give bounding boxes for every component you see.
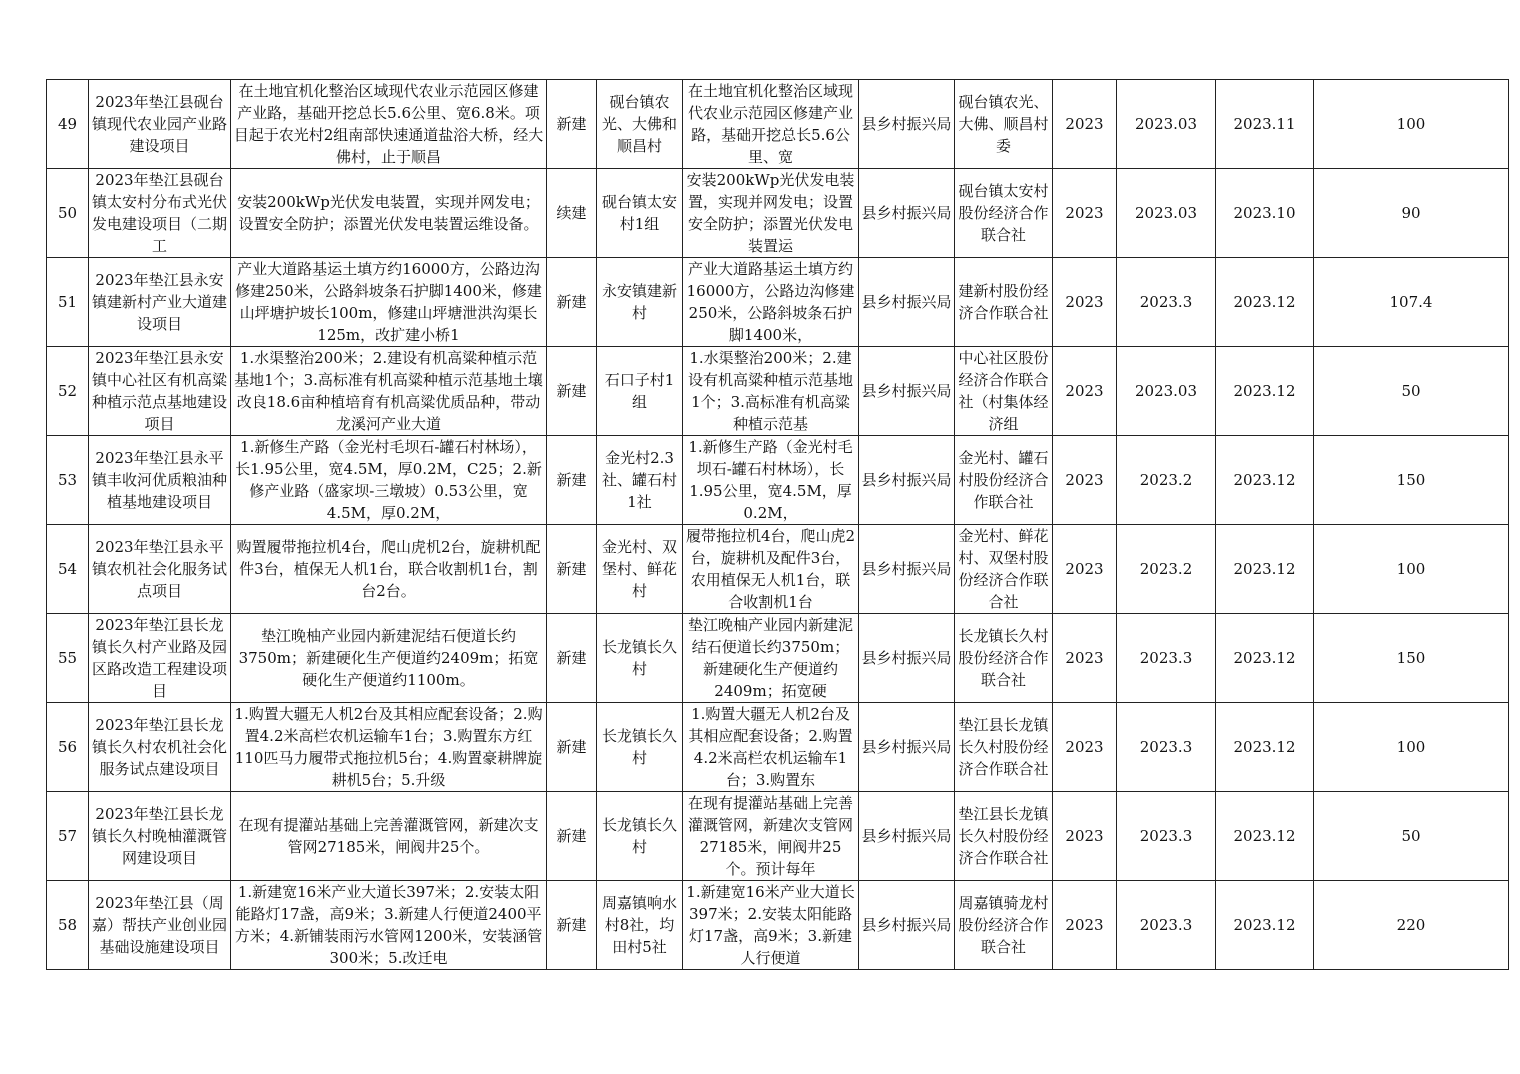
start-date-cell-text: 2023.3 [1139,827,1193,845]
owner-cell-text: 垫江县长龙镇长久村股份经济合作联合社 [958,805,1049,867]
start-date-cell [1117,436,1216,525]
start-date-cell [1117,525,1216,614]
owner-cell-text: 垫江县长龙镇长久村股份经济合作联合社 [958,716,1049,778]
department-cell-text: 县乡村振兴局 [861,382,952,400]
department-cell [859,703,955,792]
content-detail-cell-text: 垫江晚柚产业园内新建泥结石便道长约3750m；新建硬化生产便道约2409m；拓宽硬 [687,616,853,700]
end-date-cell [1216,347,1314,436]
owner-cell [955,169,1053,258]
content-detail-cell [683,614,859,703]
fund-cell [1314,347,1509,436]
fund-cell [1314,614,1509,703]
department-cell-text: 县乡村振兴局 [861,471,952,489]
year-cell-text: 2023 [1065,471,1104,489]
department-cell [859,525,955,614]
construction-content-cell-text: 1.新修生产路（金光村毛坝石-罐石村林场），长1.95公里，宽4.5M，厚0.2M，C25；2.新修产业路（盛家坝-三墩坡）0.53公里，宽4.5M，厚0.2M， [235,438,542,522]
row-number-cell-text: 54 [57,560,78,578]
owner-cell [955,436,1053,525]
table-row [47,347,1509,436]
department-cell-text: 县乡村振兴局 [861,115,952,133]
location-cell-text: 周嘉镇响水村8社，均田村5社 [601,894,677,956]
fund-cell [1314,258,1509,347]
project-name-cell-text: 2023年垫江县砚台镇现代农业园产业路建设项目 [91,93,227,155]
owner-cell-text: 金光村、鲜花村、双堡村股份经济合作联合社 [958,527,1049,611]
end-date-cell-text: 2023.12 [1233,827,1296,845]
table-row [47,881,1509,970]
year-cell-text: 2023 [1065,115,1104,133]
construction-type-cell-text: 新建 [556,115,587,133]
start-date-cell [1117,169,1216,258]
construction-type-cell [547,525,597,614]
construction-type-cell-text: 新建 [556,649,587,667]
construction-content-cell [231,436,547,525]
row-number-cell [47,80,89,169]
row-number-cell [47,436,89,525]
fund-cell-text: 150 [1396,649,1426,667]
construction-type-cell-text: 续建 [556,204,587,222]
construction-content-cell [231,703,547,792]
content-detail-cell-text: 在现有提灌站基础上完善灌溉管网，新建次支管网27185米，闸阀井25个。预计每年 [687,794,853,878]
start-date-cell [1117,80,1216,169]
fund-cell [1314,881,1509,970]
end-date-cell [1216,436,1314,525]
table-row [47,525,1509,614]
location-cell [597,347,683,436]
fund-cell [1314,703,1509,792]
project-table [46,79,1509,970]
row-number-cell [47,792,89,881]
content-detail-cell-text: 1.购置大疆无人机2台及其相应配套设备；2.购置4.2米高栏农机运输车1台；3.购置东 [688,705,853,789]
project-name-cell [89,80,231,169]
content-detail-cell [683,525,859,614]
row-number-cell-text: 51 [57,293,78,311]
owner-cell-text: 砚台镇农光、大佛、顺昌村委 [958,93,1049,155]
start-date-cell [1117,703,1216,792]
owner-cell-text: 中心社区股份经济合作联合社（村集体经济组 [958,349,1049,433]
table-row [47,792,1509,881]
year-cell [1053,614,1117,703]
row-number-cell [47,703,89,792]
owner-cell [955,792,1053,881]
year-cell [1053,80,1117,169]
fund-cell [1314,169,1509,258]
end-date-cell-text: 2023.12 [1233,649,1296,667]
department-cell-text: 县乡村振兴局 [861,916,952,934]
content-detail-cell [683,792,859,881]
row-number-cell-text: 55 [57,649,78,667]
construction-type-cell [547,792,597,881]
location-cell [597,525,683,614]
construction-type-cell [547,258,597,347]
construction-content-cell-text: 1.新建宽16米产业大道长397米；2.安装太阳能路灯17盏，高9米；3.新建人行便道2400平方米；4.新铺装雨污水管网1200米，安装涵管300米；5.改迁电 [234,883,543,967]
row-number-cell-text: 52 [57,382,78,400]
department-cell [859,792,955,881]
construction-type-cell-text: 新建 [556,382,587,400]
construction-type-cell [547,347,597,436]
table-body [47,80,1509,970]
start-date-cell-text: 2023.03 [1134,204,1198,222]
department-cell-text: 县乡村振兴局 [861,204,952,222]
start-date-cell [1117,258,1216,347]
fund-cell [1314,525,1509,614]
end-date-cell [1216,169,1314,258]
row-number-cell-text: 58 [57,916,78,934]
fund-cell-text: 150 [1396,471,1426,489]
project-name-cell [89,169,231,258]
year-cell-text: 2023 [1065,293,1104,311]
project-name-cell [89,703,231,792]
department-cell [859,80,955,169]
content-detail-cell [683,881,859,970]
content-detail-cell-text: 履带拖拉机4台，爬山虎2台，旋耕机及配件3台，农用植保无人机1台，联合收割机1台 [685,527,856,611]
end-date-cell-text: 2023.12 [1233,738,1296,756]
end-date-cell [1216,881,1314,970]
owner-cell [955,80,1053,169]
end-date-cell [1216,792,1314,881]
content-detail-cell [683,703,859,792]
fund-cell-text: 100 [1396,115,1426,133]
fund-cell-text: 90 [1401,204,1421,222]
construction-content-cell [231,881,547,970]
location-cell-text: 长龙镇长久村 [601,816,677,856]
location-cell-text: 永安镇建新村 [601,282,677,322]
construction-content-cell-text: 1.购置大疆无人机2台及其相应配套设备；2.购置4.2米高栏农机运输车1台；3.购置东方红110匹马力履带式拖拉机5台；4.购置豪耕牌旋耕机5台；5.升级 [234,705,543,789]
project-name-cell [89,881,231,970]
start-date-cell-text: 2023.2 [1139,560,1193,578]
row-number-cell-text: 50 [57,204,78,222]
project-name-cell-text: 2023年垫江县长龙镇长久村晚柚灌溉管网建设项目 [91,805,227,867]
owner-cell-text: 长龙镇长久村股份经济合作联合社 [958,627,1049,689]
end-date-cell [1216,614,1314,703]
year-cell-text: 2023 [1065,560,1104,578]
end-date-cell-text: 2023.12 [1233,293,1296,311]
project-name-cell-text: 2023年垫江县长龙镇长久村产业路及园区路改造工程建设项目 [91,616,227,700]
construction-content-cell [231,80,547,169]
construction-type-cell [547,703,597,792]
fund-cell-text: 50 [1401,827,1421,845]
location-cell-text: 砚台镇太安村1组 [601,193,677,233]
content-detail-cell [683,436,859,525]
table-row [47,614,1509,703]
department-cell-text: 县乡村振兴局 [861,293,952,311]
table-row [47,436,1509,525]
fund-cell-text: 100 [1396,560,1426,578]
department-cell-text: 县乡村振兴局 [861,827,952,845]
project-name-cell [89,792,231,881]
row-number-cell [47,347,89,436]
department-cell [859,347,955,436]
content-detail-cell [683,347,859,436]
end-date-cell [1216,525,1314,614]
year-cell [1053,881,1117,970]
end-date-cell-text: 2023.12 [1233,560,1296,578]
content-detail-cell-text: 在土地宜机化整治区域现代农业示范园区修建产业路，基础开挖总长5.6公里、宽 [687,82,853,166]
project-name-cell-text: 2023年垫江县永平镇农机社会化服务试点项目 [91,538,227,600]
owner-cell [955,614,1053,703]
year-cell [1053,703,1117,792]
construction-type-cell-text: 新建 [556,293,587,311]
construction-content-cell-text: 1.水渠整治200米；2.建设有机高粱种植示范基地1个；3.高标准有机高粱种植示范基地土壤改良18.6亩种植培育有机高粱优质品种，带动龙溪河产业大道 [234,349,543,433]
location-cell [597,614,683,703]
location-cell-text: 砚台镇农光、大佛和顺昌村 [601,93,677,155]
year-cell-text: 2023 [1065,738,1104,756]
start-date-cell [1117,614,1216,703]
project-name-cell-text: 2023年垫江县永安镇中心社区有机高粱种植示范点基地建设项目 [91,349,227,433]
department-cell [859,258,955,347]
owner-cell [955,258,1053,347]
row-number-cell [47,881,89,970]
owner-cell [955,881,1053,970]
row-number-cell [47,258,89,347]
fund-cell [1314,792,1509,881]
content-detail-cell-text: 1.新修生产路（金光村毛坝石-罐石村林场），长1.95公里，宽4.5M，厚0.2M， [688,438,853,522]
location-cell-text: 金光村2.3社、罐石村1社 [601,449,677,511]
owner-cell-text: 建新村股份经济合作联合社 [958,282,1049,322]
start-date-cell [1117,792,1216,881]
construction-content-cell [231,792,547,881]
content-detail-cell-text: 1.新建宽16米产业大道长397米；2.安装太阳能路灯17盏，高9米；3.新建人行便道 [686,883,855,967]
fund-cell-text: 50 [1401,382,1421,400]
row-number-cell-text: 49 [57,115,78,133]
fund-cell-text: 220 [1396,916,1426,934]
start-date-cell-text: 2023.3 [1139,738,1193,756]
year-cell-text: 2023 [1065,382,1104,400]
construction-type-cell [547,80,597,169]
row-number-cell [47,614,89,703]
department-cell [859,436,955,525]
location-cell-text: 长龙镇长久村 [601,638,677,678]
department-cell [859,614,955,703]
construction-content-cell [231,525,547,614]
owner-cell [955,347,1053,436]
row-number-cell-text: 53 [57,471,78,489]
start-date-cell-text: 2023.3 [1139,916,1193,934]
location-cell [597,258,683,347]
location-cell [597,703,683,792]
department-cell [859,881,955,970]
year-cell-text: 2023 [1065,916,1104,934]
project-name-cell-text: 2023年垫江县永平镇丰收河优质粮油种植基地建设项目 [91,449,227,511]
year-cell [1053,169,1117,258]
construction-type-cell [547,614,597,703]
department-cell-text: 县乡村振兴局 [861,649,952,667]
construction-type-cell-text: 新建 [556,738,587,756]
year-cell [1053,436,1117,525]
fund-cell-text: 107.4 [1389,293,1433,311]
department-cell-text: 县乡村振兴局 [861,560,952,578]
year-cell [1053,347,1117,436]
owner-cell [955,703,1053,792]
location-cell-text: 石口子村1组 [604,371,675,411]
content-detail-cell-text: 1.水渠整治200米；2.建设有机高粱种植示范基地1个；3.高标准有机高粱种植示范基 [687,349,853,433]
owner-cell-text: 周嘉镇骑龙村股份经济合作联合社 [958,894,1049,956]
year-cell [1053,525,1117,614]
project-name-cell [89,347,231,436]
location-cell [597,80,683,169]
table-row [47,258,1509,347]
project-name-cell [89,258,231,347]
year-cell [1053,792,1117,881]
start-date-cell-text: 2023.03 [1134,382,1198,400]
project-name-cell-text: 2023年垫江县永安镇建新村产业大道建设项目 [91,271,227,333]
end-date-cell-text: 2023.10 [1233,204,1296,222]
construction-content-cell-text: 垫江晚柚产业园内新建泥结石便道长约3750m；新建硬化生产便道约2409m；拓宽硬化生产便道约1100m。 [238,627,539,689]
end-date-cell-text: 2023.12 [1233,916,1296,934]
end-date-cell [1216,258,1314,347]
construction-content-cell-text: 在土地宜机化整治区域现代农业示范园区修建产业路，基础开挖总长5.6公里、宽6.8米。项目起于农光村2组南部快速通道盐浴大桥，经大佛村，止于顺昌 [233,82,544,166]
start-date-cell-text: 2023.3 [1139,649,1193,667]
end-date-cell [1216,80,1314,169]
owner-cell-text: 金光村、罐石村股份经济合作联合社 [958,449,1049,511]
year-cell [1053,258,1117,347]
row-number-cell-text: 57 [57,827,78,845]
project-name-cell [89,436,231,525]
department-cell-text: 县乡村振兴局 [861,738,952,756]
location-cell [597,169,683,258]
construction-content-cell [231,258,547,347]
construction-type-cell [547,436,597,525]
construction-type-cell-text: 新建 [556,916,587,934]
content-detail-cell [683,258,859,347]
location-cell-text: 长龙镇长久村 [601,727,677,767]
construction-content-cell [231,347,547,436]
year-cell-text: 2023 [1065,649,1104,667]
construction-type-cell-text: 新建 [556,827,587,845]
content-detail-cell [683,80,859,169]
construction-type-cell-text: 新建 [556,560,587,578]
table-row [47,80,1509,169]
end-date-cell-text: 2023.12 [1233,471,1296,489]
project-name-cell [89,525,231,614]
end-date-cell-text: 2023.11 [1233,115,1296,133]
start-date-cell [1117,881,1216,970]
table-row [47,703,1509,792]
construction-type-cell-text: 新建 [556,471,587,489]
year-cell-text: 2023 [1065,204,1104,222]
content-detail-cell-text: 安装200kWp光伏发电装置，实现并网发电；设置安全防护；添置光伏发电装置运 [686,171,855,255]
row-number-cell-text: 56 [57,738,78,756]
content-detail-cell-text: 产业大道路基运土填方约16000方，公路边沟修建250米，公路斜坡条石护脚1400米， [686,260,855,344]
location-cell [597,881,683,970]
construction-content-cell-text: 购置履带拖拉机4台，爬山虎机2台，旋耕机配件3台，植保无人机1台，联合收割机1台，割台2台。 [236,538,541,600]
project-name-cell-text: 2023年垫江县砚台镇太安村分布式光伏发电建设项目（二期工 [91,171,227,255]
start-date-cell-text: 2023.2 [1139,471,1193,489]
project-name-cell-text: 2023年垫江县长龙镇长久村农机社会化服务试点建设项目 [91,716,227,778]
department-cell [859,169,955,258]
row-number-cell [47,525,89,614]
construction-content-cell-text: 在现有提灌站基础上完善灌溉管网，新建次支管网27185米，闸阀井25个。 [238,816,539,856]
year-cell-text: 2023 [1065,827,1104,845]
construction-content-cell [231,169,547,258]
construction-type-cell [547,169,597,258]
location-cell [597,792,683,881]
project-name-cell [89,614,231,703]
row-number-cell [47,169,89,258]
owner-cell [955,525,1053,614]
project-name-cell-text: 2023年垫江县（周嘉）帮扶产业创业园基础设施建设项目 [91,894,227,956]
location-cell [597,436,683,525]
start-date-cell [1117,347,1216,436]
start-date-cell-text: 2023.3 [1139,293,1193,311]
fund-cell [1314,436,1509,525]
construction-content-cell-text: 产业大道路基运土填方约16000方，公路边沟修建250米，公路斜坡条石护脚1400米，修建山坪塘护坡长100m，修建山坪塘泄洪沟渠长125m，改扩建小桥1 [235,260,542,344]
fund-cell [1314,80,1509,169]
construction-content-cell-text: 安装200kWp光伏发电装置，实现并网发电；设置安全防护；添置光伏发电装置运维设备。 [237,193,540,233]
owner-cell-text: 砚台镇太安村股份经济合作联合社 [958,182,1049,244]
construction-content-cell [231,614,547,703]
end-date-cell [1216,703,1314,792]
start-date-cell-text: 2023.03 [1134,115,1198,133]
end-date-cell-text: 2023.12 [1233,382,1296,400]
construction-type-cell [547,881,597,970]
fund-cell-text: 100 [1396,738,1426,756]
location-cell-text: 金光村、双堡村、鲜花村 [601,538,677,600]
content-detail-cell [683,169,859,258]
table-row [47,169,1509,258]
